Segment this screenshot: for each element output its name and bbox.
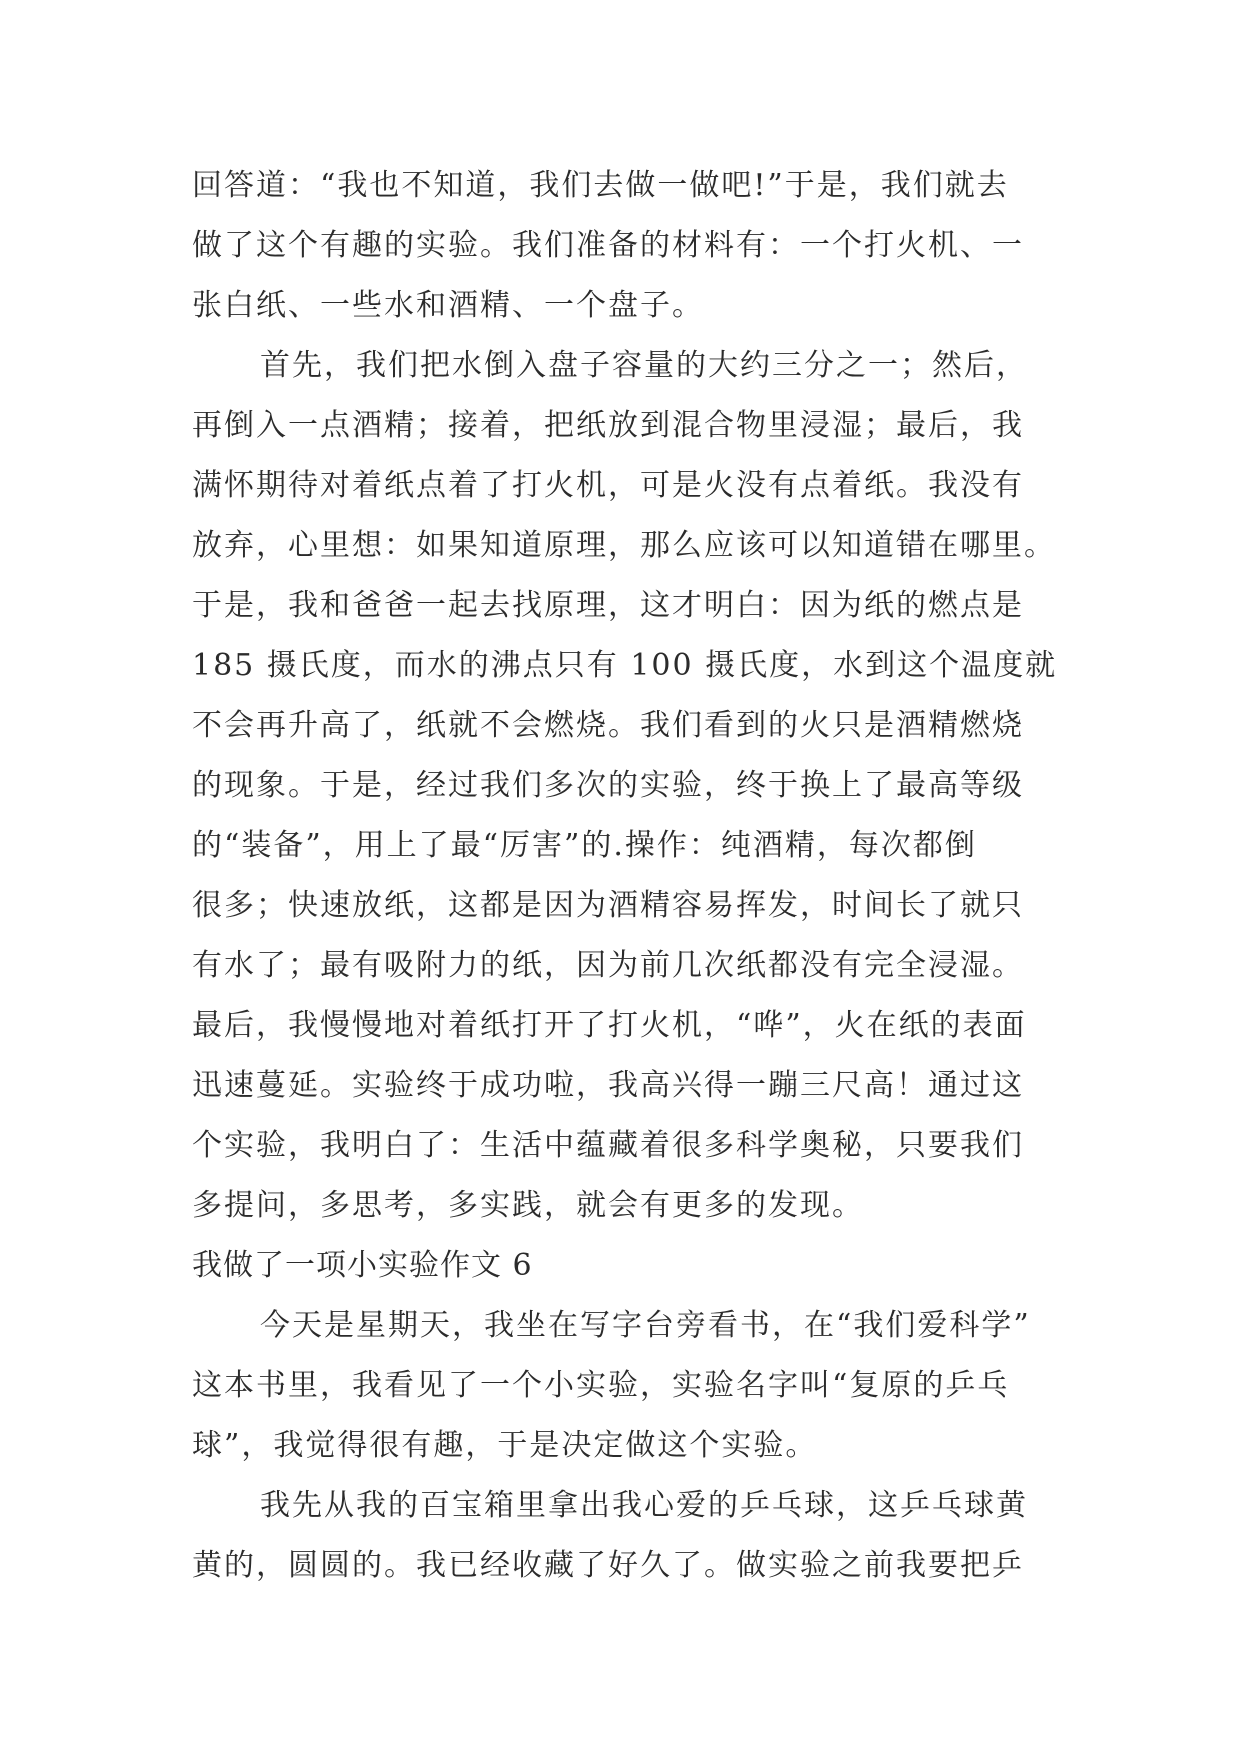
text-line: 做了这个有趣的实验。我们准备的材料有：一个打火机、一	[192, 228, 1024, 263]
text-line: 黄的，圆圆的。我已经收藏了好久了。做实验之前我要把乒	[192, 1548, 1024, 1583]
text-line: 张白纸、一些水和酒精、一个盘子。	[192, 288, 704, 323]
text-line: 这本书里，我看见了一个小实验，实验名字叫“复原的乒乓	[192, 1368, 1010, 1403]
text-line: 再倒入一点酒精；接着，把纸放到混合物里浸湿；最后，我	[192, 408, 1024, 443]
text-line: 不会再升高了，纸就不会燃烧。我们看到的火只是酒精燃烧	[192, 708, 1024, 743]
text-line: 回答道：“我也不知道，我们去做一做吧!”于是，我们就去	[192, 168, 1009, 203]
text-line: 我先从我的百宝箱里拿出我心爱的乒乓球，这乒乓球黄	[260, 1488, 1028, 1523]
text-line: 球”，我觉得很有趣，于是决定做这个实验。	[192, 1428, 818, 1463]
text-line: 放弃，心里想：如果知道原理，那么应该可以知道错在哪里。	[192, 528, 1056, 563]
text-line: 首先，我们把水倒入盘子容量的大约三分之一；然后，	[260, 348, 1028, 383]
paragraph-2	[192, 336, 1072, 1236]
text-line: 多提问，多思考，多实践，就会有更多的发现。	[192, 1188, 864, 1223]
text-line: 很多；快速放纸，这都是因为酒精容易挥发，时间长了就只	[192, 888, 1024, 923]
text-line: 最后，我慢慢地对着纸打开了打火机，“哗”，火在纸的表面	[192, 1008, 1027, 1043]
text-line: 今天是星期天，我坐在写字台旁看书，在“我们爱科学”	[260, 1308, 1031, 1343]
section-title: 我做了一项小实验作文 6	[192, 1248, 533, 1283]
text-line: 的现象。于是，经过我们多次的实验，终于换上了最高等级	[192, 768, 1024, 803]
text-line: 个实验，我明白了：生活中蕴藏着很多科学奥秘，只要我们	[192, 1128, 1024, 1163]
text-line: 于是，我和爸爸一起去找原理，这才明白：因为纸的燃点是	[192, 588, 1024, 623]
document-body	[192, 156, 1072, 1596]
paragraph-4	[192, 1476, 1072, 1596]
text-line: 的“装备”，用上了最“厉害”的.操作：纯酒精，每次都倒	[192, 828, 977, 863]
paragraph-3	[192, 1296, 1072, 1476]
text-line: 满怀期待对着纸点着了打火机，可是火没有点着纸。我没有	[192, 468, 1024, 503]
text-line: 有水了；最有吸附力的纸，因为前几次纸都没有完全浸湿。	[192, 948, 1024, 983]
text-line: 185 摄氏度，而水的沸点只有 100 摄氏度，水到这个温度就	[192, 648, 1058, 683]
paragraph-1	[192, 156, 1072, 336]
text-line: 迅速蔓延。实验终于成功啦，我高兴得一蹦三尺高！通过这	[192, 1068, 1024, 1103]
